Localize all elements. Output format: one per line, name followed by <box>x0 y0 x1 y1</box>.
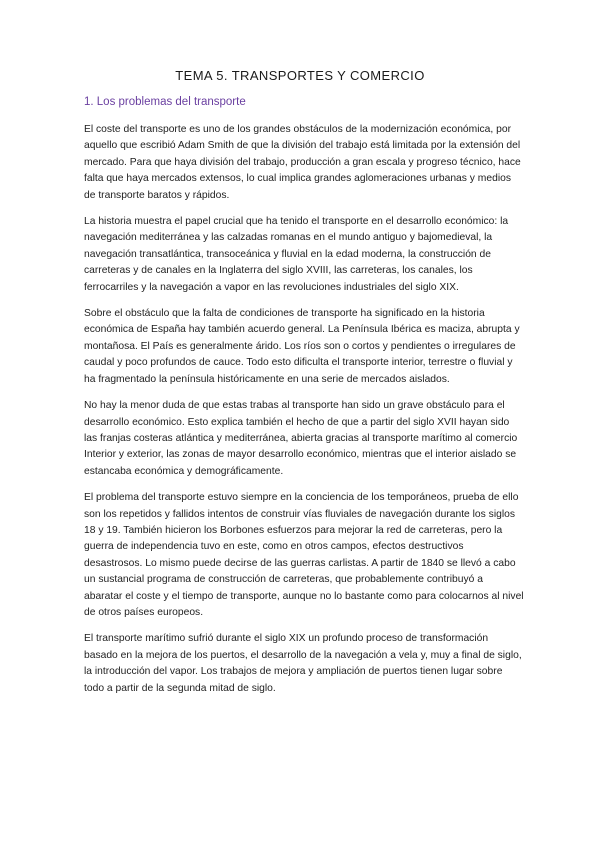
paragraph: La historia muestra el papel crucial que ha tenido el transporte en el desarrollo económico: la navegación mediterránea y las calzadas romanas en el mundo antiguo y bajomedieval, la navegación transatlántica, transoceánica y fluvial en la edad moderna, la construcción de carreteras y de canales en la Inglaterra del siglo XVIII, las carreteras, los canales, los ferrocarriles y la navegación a vapor en las revoluciones industriales del siglo XIX. <box>84 216 509 293</box>
paragraph: Sobre el obstáculo que la falta de condiciones de transporte ha significado en la historia económica de España hay también acuerdo general. La Península Ibérica es maciza, abrupta y montañosa. El País es generalmente árido. Los ríos son o cortos y pendientes o irregulares de caudal y poco profundos de cauce. Todo esto dificulta el transporte interior, terrestre o fluvial y ha fragmentado la península históricamente en una serie de mercados aislados. <box>84 308 520 385</box>
section-heading: 1. Los problemas del transporte <box>84 96 246 108</box>
paragraph: No hay la menor duda de que estas trabas al transporte han sido un grave obstáculo para el desarrollo económico. Esto explica también el hecho de que a partir del siglo XVII hayan sido las franjas costeras atlántica y mediterránea, abierta gracias al transporte marítimo al comercio Interior y exterior, las zonas de mayor desarrollo económico, mientras que el interior aislado se estancaba económica y demográficamente. <box>84 400 518 477</box>
paragraph: El problema del transporte estuvo siempre en la conciencia de los temporáneos, prueba de ello son los repetidos y fallidos intentos de construir vías fluviales de navegación durante los siglos 18 y 19. También hicieron los Borbones esfuerzos para mejorar la red de carreteras, pero la guerra de independencia tuvo en este, como en otros campos, efectos destructivos desastrosos. Lo mismo puede decirse de las guerras carlistas. A partir de 1840 se llevó a cabo un sustancial programa de construcción de carreteras, que probablemente contribuyó a abaratar el coste y el tiempo de transporte, aunque no lo bastante como para colocarnos al nivel de otros países europeos. <box>84 492 524 618</box>
paragraph: El transporte marítimo sufrió durante el siglo XIX un profundo proceso de transformación basado en la mejora de los puertos, el desarrollo de la navegación a vela y, muy a final de siglo, la introducción del vapor. Los trabajos de mejora y ampliación de puertos tienen lugar sobre todo a partir de la segunda mitad de siglo. <box>84 633 522 694</box>
document-body <box>84 122 524 707</box>
paragraph: El coste del transporte es uno de los grandes obstáculos de la modernización económica, por aquello que escribió Adam Smith de que la división del trabajo está limitada por la extensión del mercado. Para que haya división del trabajo, producción a gran escala y progreso técnico, hace falta que haya mercados extensos, lo cual implica grandes aglomeraciones urbanas y medios de transporte baratos y rápidos. <box>84 124 521 201</box>
document-title: TEMA 5. TRANSPORTES Y COMERCIO <box>175 68 425 83</box>
